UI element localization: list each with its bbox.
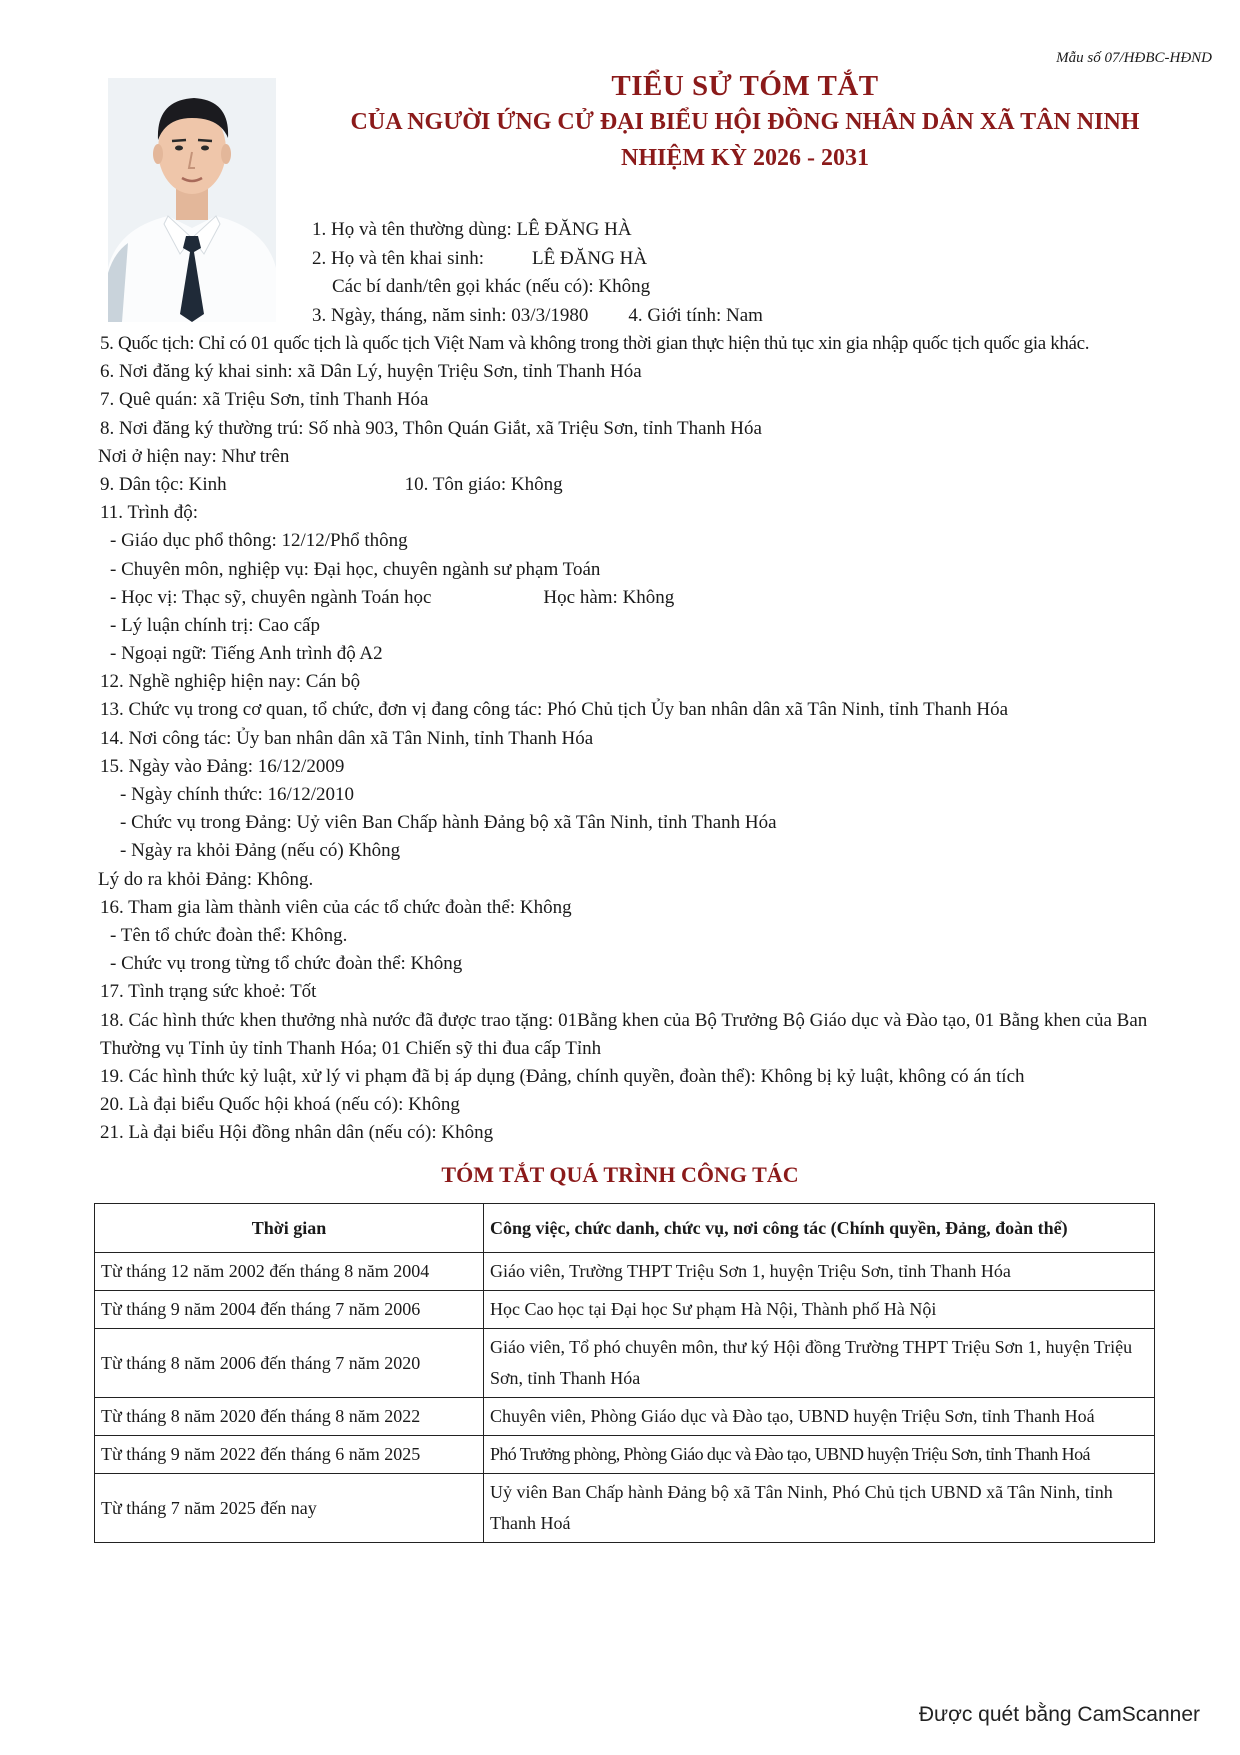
line-occupation: 12. Nghề nghiệp hiện nay: Cán bộ	[100, 671, 361, 693]
table-row	[95, 1436, 1155, 1474]
line-organization-position: - Chức vụ trong từng tổ chức đoàn thể: Không	[110, 953, 463, 975]
gender: 4. Giới tính: Nam	[628, 304, 763, 326]
line-foreign-language: - Ngoại ngữ: Tiếng Anh trình độ A2	[110, 643, 383, 665]
document-subtitle: CỦA NGƯỜI ỨNG CỬ ĐẠI BIỂU HỘI ĐỒNG NHÂN DÂN XÃ TÂN NINH	[350, 109, 1140, 135]
ethnicity: 9. Dân tộc: Kinh	[100, 473, 227, 495]
personal-info-body	[100, 330, 1180, 1147]
personal-info-top	[312, 216, 1032, 330]
table-row	[95, 1474, 1155, 1543]
birth-date: 3. Ngày, tháng, năm sinh: 03/3/1980	[312, 304, 589, 326]
line-position: 13. Chức vụ trong cơ quan, tổ chức, đơn vị đang công tác: Phó Chủ tịch Ủy ban nhân dân xã Tân Ninh, tỉnh Thanh Hóa	[100, 699, 1009, 721]
line-common-name: 1. Họ và tên thường dùng: LÊ ĐĂNG HÀ	[312, 219, 632, 240]
row-time: Từ tháng 9 năm 2022 đến tháng 6 năm 2025	[95, 1436, 484, 1474]
row-time: Từ tháng 12 năm 2002 đến tháng 8 năm 2004	[95, 1253, 484, 1291]
line-party-position: - Chức vụ trong Đảng: Uỷ viên Ban Chấp hành Đảng bộ xã Tân Ninh, tỉnh Thanh Hóa	[120, 812, 777, 834]
row-work: Học Cao học tại Đại học Sư phạm Hà Nội, Thành phố Hà Nội	[484, 1291, 1155, 1329]
line-alias: Các bí danh/tên gọi khác (nếu có): Không	[332, 276, 651, 297]
line-general-education: - Giáo dục phổ thông: 12/12/Phổ thông	[110, 530, 408, 552]
work-history-table	[94, 1203, 1155, 1543]
table-row	[95, 1329, 1155, 1398]
academic-title: Học hàm: Không	[543, 586, 675, 608]
table-row	[95, 1291, 1155, 1329]
header-time: Thời gian	[95, 1204, 484, 1253]
form-code: Mẫu số 07/HĐBC-HĐND	[1056, 50, 1212, 66]
line-permanent-residence: 8. Nơi đăng ký thường trú: Số nhà 903, Thôn Quán Giắt, xã Triệu Sơn, tỉnh Thanh Hóa	[100, 417, 762, 439]
table-row	[95, 1398, 1155, 1436]
line-education-heading: 11. Trình độ:	[100, 502, 199, 524]
row-time: Từ tháng 8 năm 2006 đến tháng 7 năm 2020	[95, 1329, 484, 1398]
line-birth-registration: 6. Nơi đăng ký khai sinh: xã Dân Lý, huyện Triệu Sơn, tỉnh Thanh Hóa	[100, 361, 642, 383]
row-time: Từ tháng 9 năm 2004 đến tháng 7 năm 2006	[95, 1291, 484, 1329]
row-work: Uỷ viên Ban Chấp hành Đảng bộ xã Tân Ninh, Phó Chủ tịch UBND xã Tân Ninh, tỉnh Thanh Hoá	[484, 1474, 1155, 1543]
line-party-leave-date: - Ngày ra khỏi Đảng (nếu có) Không	[120, 840, 401, 862]
document-title: TIỂU SỬ TÓM TẮT	[611, 70, 879, 102]
line-ethnicity-religion	[100, 471, 1180, 499]
line-political-theory: - Lý luận chính trị: Cao cấp	[110, 614, 320, 636]
portrait-photo	[108, 78, 276, 322]
line-current-residence: Nơi ở hiện nay: Như trên	[98, 445, 290, 467]
line-awards: 18. Các hình thức khen thưởng nhà nước đã được trao tặng: 01Bằng khen của Bộ Trưởng Bộ Giáo dục và Đào tạo, 01 Bằng khen của Ban Thường vụ Tỉnh ủy tỉnh Thanh Hóa; 01 Chiến sỹ thi đua cấp Tỉnh	[100, 1009, 1148, 1059]
line-specialization: - Chuyên môn, nghiệp vụ: Đại học, chuyên ngành sư phạm Toán	[110, 558, 601, 580]
line-birth-gender	[312, 302, 1032, 331]
line-health: 17. Tình trạng sức khoẻ: Tốt	[100, 981, 317, 1003]
row-work: Giáo viên, Tổ phó chuyên môn, thư ký Hội đồng Trường THPT Triệu Sơn 1, huyện Triệu Sơn, tỉnh Thanh Hóa	[484, 1329, 1155, 1398]
birth-name-label: 2. Họ và tên khai sinh:	[312, 247, 485, 269]
line-workplace: 14. Nơi công tác: Ủy ban nhân dân xã Tân Ninh, tỉnh Thanh Hóa	[100, 727, 594, 749]
line-national-assembly: 20. Là đại biểu Quốc hội khoá (nếu có): Không	[100, 1094, 460, 1116]
line-peoples-council: 21. Là đại biểu Hội đồng nhân dân (nếu có): Không	[100, 1122, 494, 1144]
degree: - Học vị: Thạc sỹ, chuyên ngành Toán học	[110, 586, 432, 608]
row-time: Từ tháng 8 năm 2020 đến tháng 8 năm 2022	[95, 1398, 484, 1436]
line-discipline: 19. Các hình thức kỷ luật, xử lý vi phạm đã bị áp dụng (Đảng, chính quyền, đoàn thể): Không bị kỷ luật, không có án tích	[100, 1065, 1025, 1087]
birth-name-value: LÊ ĐĂNG HÀ	[532, 247, 648, 269]
scanner-watermark: Được quét bằng CamScanner	[918, 1703, 1200, 1726]
line-party-leave-reason: Lý do ra khỏi Đảng: Không.	[98, 868, 314, 890]
header-work: Công việc, chức danh, chức vụ, nơi công tác (Chính quyền, Đảng, đoàn thể)	[484, 1204, 1155, 1253]
line-hometown: 7. Quê quán: xã Triệu Sơn, tỉnh Thanh Hóa	[100, 389, 429, 411]
row-work: Giáo viên, Trường THPT Triệu Sơn 1, huyện Triệu Sơn, tỉnh Thanh Hóa	[484, 1253, 1155, 1291]
document-header	[330, 68, 1160, 176]
line-organization-name: - Tên tổ chức đoàn thể: Không.	[110, 924, 348, 946]
line-party-official: - Ngày chính thức: 16/12/2010	[120, 784, 355, 805]
line-organizations: 16. Tham gia làm thành viên của các tổ chức đoàn thể: Không	[100, 896, 572, 918]
row-work: Chuyên viên, Phòng Giáo dục và Đào tạo, UBND huyện Triệu Sơn, tỉnh Thanh Hoá	[484, 1398, 1155, 1436]
line-party-join: 15. Ngày vào Đảng: 16/12/2009	[100, 755, 345, 777]
table-row	[95, 1253, 1155, 1291]
work-history-title: TÓM TẮT QUÁ TRÌNH CÔNG TÁC	[441, 1162, 799, 1187]
line-nationality: 5. Quốc tịch: Chỉ có 01 quốc tịch là quốc tịch Việt Nam và không trong thời gian thực hiện thủ tục xin gia nhập quốc tịch quốc gia khác.	[100, 333, 1090, 354]
table-header-row	[95, 1204, 1155, 1253]
row-work: Phó Trưởng phòng, Phòng Giáo dục và Đào tạo, UBND huyện Triệu Sơn, tỉnh Thanh Hoá	[484, 1436, 1155, 1474]
line-degree	[100, 584, 1180, 612]
document-term: NHIỆM KỲ 2026 - 2031	[621, 145, 869, 171]
religion: 10. Tôn giáo: Không	[404, 473, 563, 495]
row-time: Từ tháng 7 năm 2025 đến nay	[95, 1474, 484, 1543]
line-birth-name	[312, 245, 1032, 274]
